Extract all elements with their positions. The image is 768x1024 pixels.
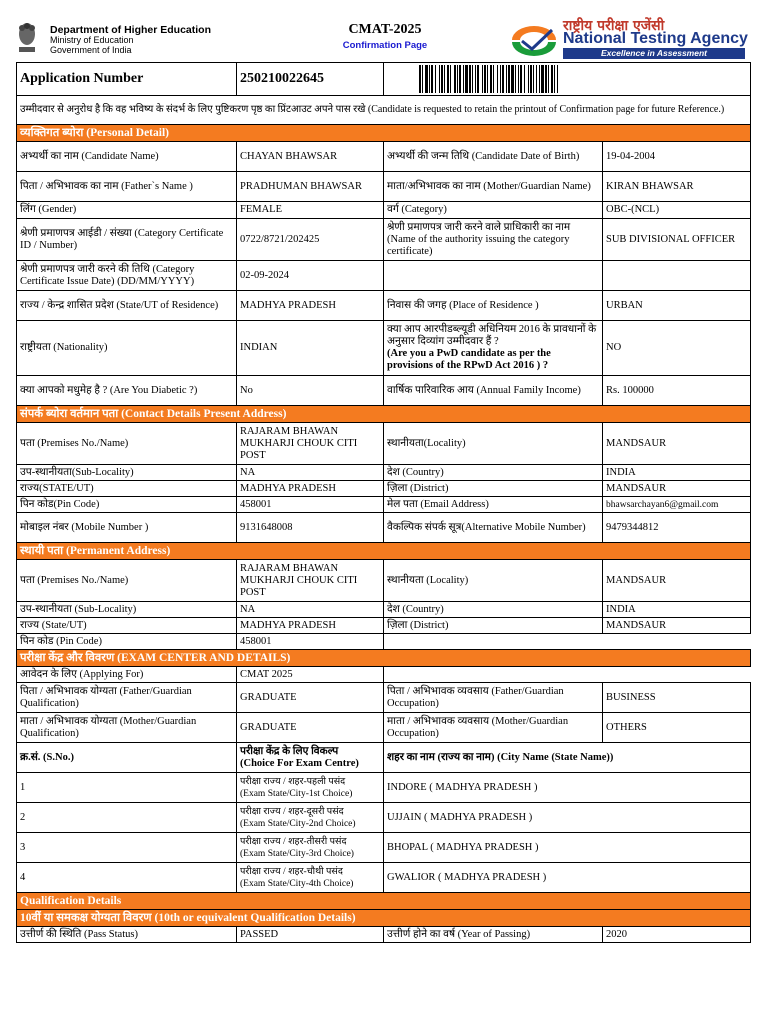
table-row [17,465,751,481]
ministry-name: Ministry of Education [50,35,134,45]
nta-english-name: National Testing Agency [563,30,748,47]
choice-label [237,833,384,863]
choice-sno: 4 [17,863,237,893]
section-heading: 10वीं या समकक्ष योग्यता विवरण (10th or equivalent Qualification Details) [17,910,751,927]
table-row [17,497,751,513]
field-label: अभ्यर्थी की जन्म तिथि (Candidate Date of Birth) [384,142,603,172]
choice-city: UJJAIN ( MADHYA PRADESH ) [384,803,751,833]
field-label: पिन कोड (Pin Code) [17,634,237,650]
permanent-country: INDIA [603,602,751,618]
permanent-state: MADHYA PRADESH [237,618,384,634]
table-row [17,667,751,683]
barcode [419,65,747,93]
field-label: निवास की जगह (Place of Residence ) [384,291,603,321]
pass-status: PASSED [237,927,384,943]
certificate-issue-date: 02-09-2024 [237,261,384,291]
nta-logo [508,18,748,58]
choice-header-english: (Choice For Exam Centre) [240,757,359,769]
table-row [17,618,751,634]
present-locality: MANDSAUR [603,423,751,465]
category: OBC-(NCL) [603,202,751,219]
empty-cell [603,634,751,650]
field-label: वार्षिक पारिवारिक आय (Annual Family Income) [384,376,603,406]
section-heading: संपर्क ब्योरा वर्तमान पता (Contact Details Present Address) [17,406,751,423]
table-row [17,261,751,291]
diabetic-status: No [237,376,384,406]
table-row [17,602,751,618]
table-row [17,863,751,893]
alternative-mobile: 9479344812 [603,513,751,543]
choice-header-hindi: परीक्षा केंद्र के लिए विकल्प [240,745,339,757]
choice-label-english: (Exam State/City-1st Choice) [240,788,353,799]
page-title: CMAT-2025 [348,22,422,37]
table-row [17,713,751,743]
nta-emblem-icon [508,18,560,58]
choice-label [237,773,384,803]
section-permanent [17,543,751,560]
date-of-birth: 19-04-2004 [603,142,751,172]
present-district: MANDSAUR [603,481,751,497]
pwd-label-english: (Are you a PwD candidate as per the provisions of the RPwD Act 2016 ) ? [387,348,551,371]
year-of-passing: 2020 [603,927,751,943]
choice-city: GWALIOR ( MADHYA PRADESH ) [384,863,751,893]
field-label: पिता / अभिभावक योग्यता (Father/Guardian Qualification) [17,683,237,713]
field-label: माता / अभिभावक व्यवसाय (Mother/Guardian Occupation) [384,713,603,743]
field-label: उप-स्थानीयता(Sub-Locality) [17,465,237,481]
section-heading: स्थायी पता (Permanent Address) [17,543,751,560]
table-row [17,291,751,321]
field-label: क्या आपको मधुमेह है ? (Are You Diabetic ?) [17,376,237,406]
department-block [50,25,211,55]
mobile-number: 9131648008 [237,513,384,543]
choice-label-hindi: परीक्षा राज्य / शहर-तीसरी पसंद [240,836,347,847]
issuing-authority: SUB DIVISIONAL OFFICER [603,219,751,261]
empty-cell [603,261,751,291]
field-label: पिता / अभिभावक व्यवसाय (Father/Guardian Occupation) [384,683,603,713]
section-heading: Qualification Details [17,893,751,910]
field-label: ज़िला (District) [384,481,603,497]
field-label: श्रेणी प्रमाणपत्र जारी करने वाले प्राधिकारी का नाम (Name of the authority issuing the category certificate) [384,219,603,261]
state-of-residence: MADHYA PRADESH [237,291,384,321]
permanent-locality: MANDSAUR [603,560,751,602]
field-label: पता (Premises No./Name) [17,560,237,602]
permanent-sublocality: NA [237,602,384,618]
permanent-district: MANDSAUR [603,618,751,634]
table-row [17,803,751,833]
certificate-id: 0722/8721/202425 [237,219,384,261]
field-label: लिंग (Gender) [17,202,237,219]
empty-cell [603,667,751,683]
candidate-name: CHAYAN BHAWSAR [237,142,384,172]
permanent-premises: RAJARAM BHAWAN MUKHARJI CHOUK CITI POST [237,560,384,602]
government-name: Government of India [50,45,132,55]
email-address: bhawsarchayan6@gmail.com [603,497,751,513]
field-label: आवेदन के लिए (Applying For) [17,667,237,683]
empty-cell [384,261,603,291]
choice-label [237,863,384,893]
table-row [17,560,751,602]
section-exam [17,650,751,667]
application-row [17,63,751,96]
choice-label-hindi: परीक्षा राज्य / शहर-दूसरी पसंद [240,806,344,817]
section-qualification [17,893,751,910]
choice-label [237,803,384,833]
national-emblem-icon [14,20,40,54]
pwd-status: NO [603,321,751,376]
permanent-pin: 458001 [237,634,384,650]
present-country: INDIA [603,465,751,481]
choice-label-english: (Exam State/City-3rd Choice) [240,848,354,859]
table-row [17,202,751,219]
sno-header: क्र.सं. (S.No.) [17,743,237,773]
field-label: राष्ट्रीयता (Nationality) [17,321,237,376]
application-number: 250210022645 [237,63,384,96]
field-label: उप-स्थानीयता (Sub-Locality) [17,602,237,618]
father-occupation: BUSINESS [603,683,751,713]
father-qualification: GRADUATE [237,683,384,713]
page-subtitle: Confirmation Page [342,40,428,51]
table-row [17,376,751,406]
field-label: राज्य(STATE/UT) [17,481,237,497]
choice-label-english: (Exam State/City-2nd Choice) [240,818,356,829]
choice-label-hindi: परीक्षा राज्य / शहर-पहली पसंद [240,776,346,787]
section-heading: परीक्षा केंद्र और विवरण (EXAM CENTER AND DETAILS) [17,650,751,667]
applying-for: CMAT 2025 [237,667,384,683]
choice-city: INDORE ( MADHYA PRADESH ) [384,773,751,803]
table-row [17,481,751,497]
section-personal [17,125,751,142]
field-label: पता (Premises No./Name) [17,423,237,465]
section-contact [17,406,751,423]
table-row [17,683,751,713]
table-row [17,773,751,803]
present-state: MADHYA PRADESH [237,481,384,497]
field-label: उत्तीर्ण की स्थिति (Pass Status) [17,927,237,943]
barcode-bar [558,65,561,93]
field-label: अभ्यर्थी का नाम (Candidate Name) [17,142,237,172]
department-name: Department of Higher Education [50,24,212,36]
table-row [17,513,751,543]
nta-hindi-name: राष्ट्रीय परीक्षा एजेंसी [563,18,665,34]
field-label: वैकल्पिक संपर्क सूत्र(Alternative Mobile Number) [384,513,603,543]
present-pin: 458001 [237,497,384,513]
choice-sno: 2 [17,803,237,833]
choice-label-english: (Exam State/City-4th Choice) [240,878,354,889]
confirmation-table [16,62,751,943]
field-label: श्रेणी प्रमाणपत्र आईडी / संख्या (Category Certificate ID / Number) [17,219,237,261]
nationality: INDIAN [237,321,384,376]
annual-income: Rs. 100000 [603,376,751,406]
gender: FEMALE [237,202,384,219]
present-sublocality: NA [237,465,384,481]
table-row [17,219,751,261]
choice-label-hindi: परीक्षा राज्य / शहर-चौथी पसंद [240,866,343,877]
field-label: देश (Country) [384,602,603,618]
field-label: वर्ग (Category) [384,202,603,219]
city-header: शहर का नाम (राज्य का नाम) (City Name (State Name)) [384,743,751,773]
field-label: स्थानीयता(Locality) [384,423,603,465]
present-premises: RAJARAM BHAWAN MUKHARJI CHOUK CITI POST [237,423,384,465]
section-tenth [17,910,751,927]
mother-qualification: GRADUATE [237,713,384,743]
choice-sno: 3 [17,833,237,863]
section-heading: व्यक्तिगत ब्योरा (Personal Detail) [17,125,751,142]
choice-sno: 1 [17,773,237,803]
retain-note-row [17,96,751,125]
field-label: पिन कोड(Pin Code) [17,497,237,513]
table-row [17,423,751,465]
table-row [17,321,751,376]
pwd-label-hindi: क्या आप आरपीडब्ल्यूडी अधिनियम 2016 के प्रावधानों के अनुसार दिव्यांग उम्मीदवार हैं ? [387,324,597,347]
field-label: श्रेणी प्रमाणपत्र जारी करने की तिथि (Category Certificate Issue Date) (DD/MM/YYYY) [17,261,237,291]
field-label: माता / अभिभावक योग्यता (Mother/Guardian Qualification) [17,713,237,743]
field-label: मेल पता (Email Address) [384,497,603,513]
field-label: पिता / अभिभावक का नाम (Father`s Name ) [17,172,237,202]
place-of-residence: URBAN [603,291,751,321]
mother-name: KIRAN BHAWSAR [603,172,751,202]
table-row [17,142,751,172]
field-label: ज़िला (District) [384,618,603,634]
field-label: स्थानीयता (Locality) [384,560,603,602]
nta-tagline: Excellence in Assessment [563,48,745,59]
field-label: राज्य (State/UT) [17,618,237,634]
table-row [17,634,751,650]
application-number-label: Application Number [17,63,237,96]
choice-header [237,743,384,773]
field-label: देश (Country) [384,465,603,481]
table-row [17,927,751,943]
field-label: माता/अभिभावक का नाम (Mother/Guardian Name) [384,172,603,202]
field-label: राज्य / केन्द्र शासित प्रदेश (State/UT of Residence) [17,291,237,321]
mother-occupation: OTHERS [603,713,751,743]
choice-header-row [17,743,751,773]
field-label-pwd [384,321,603,376]
table-row [17,172,751,202]
empty-cell [384,634,603,650]
page-title-block [320,22,450,51]
retain-note: उम्मीदवार से अनुरोध है कि वह भविष्य के संदर्भ के लिए पुष्टिकरण पृष्ठ का प्रिंटआउट अपने पास रखे (Candidate is requested to retain the printout of Confirmation page for future Reference.) [17,96,751,125]
field-label: मोबाइल नंबर (Mobile Number ) [17,513,237,543]
page-header [0,0,768,62]
choice-city: BHOPAL ( MADHYA PRADESH ) [384,833,751,863]
barcode-cell [384,63,751,96]
empty-cell [384,667,603,683]
field-label: उत्तीर्ण होने का वर्ष (Year of Passing) [384,927,603,943]
table-row [17,833,751,863]
father-name: PRADHUMAN BHAWSAR [237,172,384,202]
